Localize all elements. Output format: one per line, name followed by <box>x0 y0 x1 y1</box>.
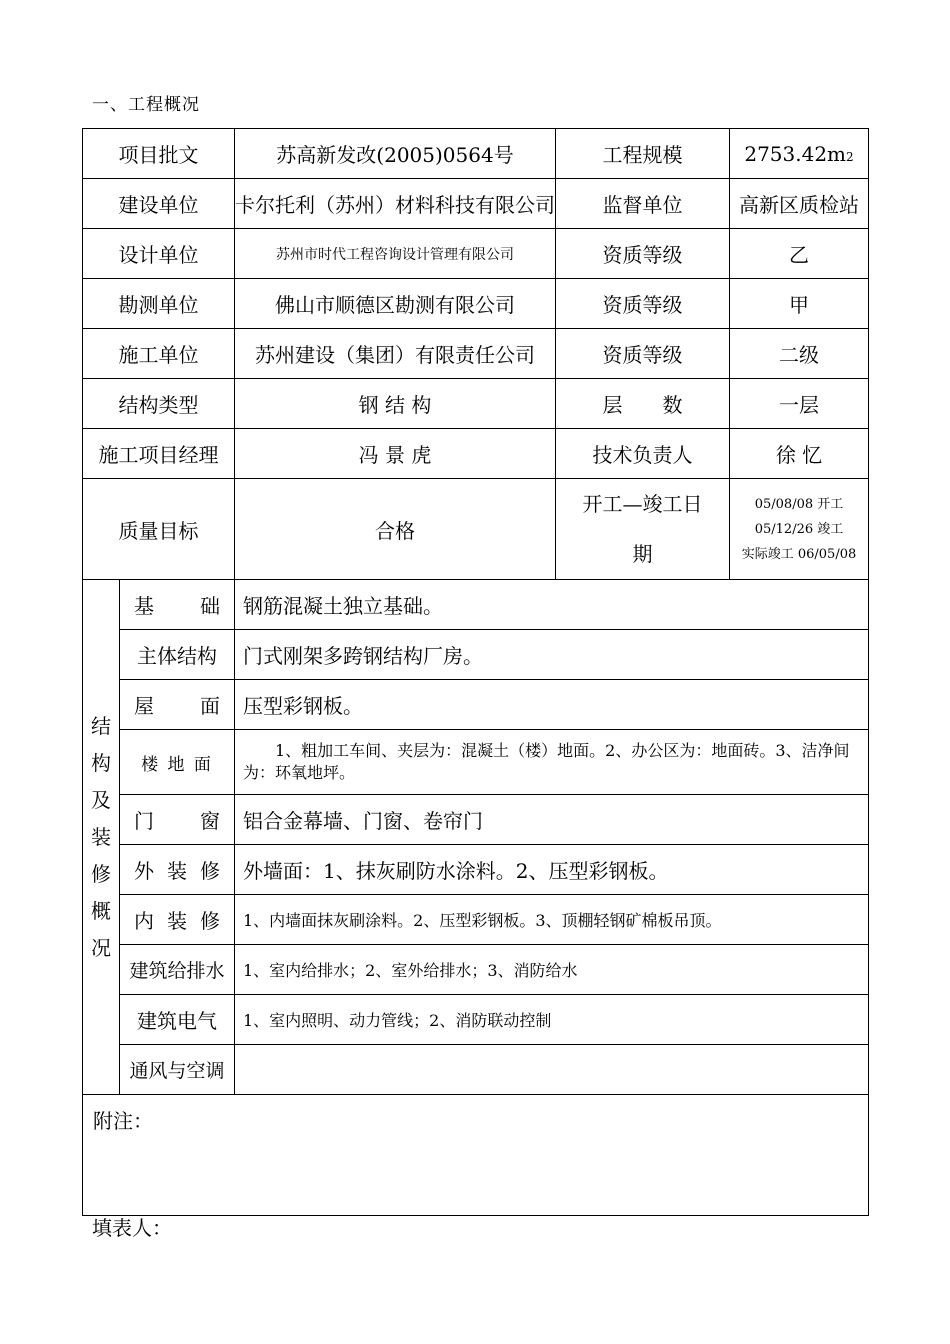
structure-value-interior: 1、内墙面抹灰刷涂料。2、压型彩钢板。3、顶棚轻钢矿棉板吊顶。 <box>235 895 869 945</box>
row-surveyor <box>83 279 869 329</box>
structure-row-foundation <box>83 580 869 630</box>
date-end: 05/12/26 竣工 <box>754 521 844 537</box>
label-surveyor-grade: 资质等级 <box>556 279 730 329</box>
structure-value-electric: 1、室内照明、动力管线；2、消防联动控制 <box>235 995 869 1045</box>
row-contractor <box>83 329 869 379</box>
label-contractor: 施工单位 <box>83 329 235 379</box>
note-label: 附注： <box>93 1109 153 1133</box>
row-manager <box>83 429 869 479</box>
structure-label-exterior: 外 装 修 <box>120 845 235 895</box>
label-builder: 建设单位 <box>83 179 235 229</box>
value-surveyor: 佛山市顺德区勘测有限公司 <box>235 279 556 329</box>
label-scale: 工程规模 <box>556 129 730 179</box>
value-designer: 苏州市时代工程咨询设计管理有限公司 <box>235 229 556 279</box>
label-designer: 设计单位 <box>83 229 235 279</box>
structure-row-windows <box>83 795 869 845</box>
value-structure-type: 钢 结 构 <box>235 379 556 429</box>
section-heading: 一、工程概况 <box>92 95 200 115</box>
value-floors: 一层 <box>730 379 869 429</box>
label-dates-line1: 开工—竣工日 <box>582 492 703 516</box>
structure-value-foundation: 钢筋混凝土独立基础。 <box>235 580 869 630</box>
structure-value-hvac <box>235 1045 869 1095</box>
structure-label-floor: 楼 地 面 <box>120 730 235 795</box>
project-overview-table <box>82 128 869 1216</box>
structure-label-interior: 内 装 修 <box>120 895 235 945</box>
structure-group-label: 结构及装修概况 <box>83 580 120 1095</box>
value-scale-number: 2753.42m <box>744 141 847 166</box>
structure-row-electric <box>83 995 869 1045</box>
label-dates-line2: 期 <box>632 542 653 566</box>
structure-row-floor <box>83 730 869 795</box>
date-start: 05/08/08 开工 <box>754 496 844 512</box>
label-approval: 项目批文 <box>83 129 235 179</box>
value-scale <box>730 129 869 179</box>
value-builder: 卡尔托利（苏州）材料科技有限公司 <box>235 179 556 229</box>
date-actual: 实际竣工 06/05/08 <box>741 546 857 562</box>
structure-label-windows: 门 窗 <box>120 795 235 845</box>
structure-value-plumbing: 1、室内给排水；2、室外给排水；3、消防给水 <box>235 945 869 995</box>
value-surveyor-grade: 甲 <box>730 279 869 329</box>
value-scale-unit: 2 <box>846 149 854 164</box>
row-approval <box>83 129 869 179</box>
structure-label-roof: 屋 面 <box>120 680 235 730</box>
value-approval: 苏高新发改(2005)0564号 <box>235 129 556 179</box>
row-structure-type <box>83 379 869 429</box>
structure-row-hvac <box>83 1045 869 1095</box>
label-quality: 质量目标 <box>83 479 235 580</box>
label-supervisor: 监督单位 <box>556 179 730 229</box>
note-cell <box>83 1095 869 1216</box>
value-tech-lead: 徐 忆 <box>730 429 869 479</box>
value-contractor-grade: 二级 <box>730 329 869 379</box>
structure-value-exterior: 外墙面：1、抹灰刷防水涂料。2、压型彩钢板。 <box>235 845 869 895</box>
label-dates <box>556 479 730 580</box>
structure-value-floor: 1、粗加工车间、夹层为：混凝土（楼）地面。2、办公区为：地面砖。3、洁净间为：环氧地坪。 <box>235 730 869 795</box>
label-floors: 层 数 <box>556 379 730 429</box>
value-designer-grade: 乙 <box>730 229 869 279</box>
row-builder <box>83 179 869 229</box>
structure-row-interior <box>83 895 869 945</box>
structure-label-foundation: 基 础 <box>120 580 235 630</box>
label-designer-grade: 资质等级 <box>556 229 730 279</box>
row-designer <box>83 229 869 279</box>
value-contractor: 苏州建设（集团）有限责任公司 <box>235 329 556 379</box>
row-quality <box>83 479 869 580</box>
structure-row-main <box>83 630 869 680</box>
label-manager: 施工项目经理 <box>83 429 235 479</box>
structure-row-plumbing <box>83 945 869 995</box>
row-note <box>83 1095 869 1216</box>
label-structure-type: 结构类型 <box>83 379 235 429</box>
value-dates <box>730 479 869 580</box>
value-supervisor: 高新区质检站 <box>730 179 869 229</box>
structure-row-roof <box>83 680 869 730</box>
value-quality: 合格 <box>235 479 556 580</box>
structure-label-hvac: 通风与空调 <box>120 1045 235 1095</box>
structure-label-main: 主体结构 <box>120 630 235 680</box>
structure-label-plumbing: 建筑给排水 <box>120 945 235 995</box>
value-manager: 冯 景 虎 <box>235 429 556 479</box>
label-tech-lead: 技术负责人 <box>556 429 730 479</box>
label-surveyor: 勘测单位 <box>83 279 235 329</box>
structure-label-electric: 建筑电气 <box>120 995 235 1045</box>
structure-value-main: 门式刚架多跨钢结构厂房。 <box>235 630 869 680</box>
structure-value-windows: 铝合金幕墙、门窗、卷帘门 <box>235 795 869 845</box>
label-contractor-grade: 资质等级 <box>556 329 730 379</box>
filler-label: 填表人： <box>92 1216 172 1240</box>
structure-row-exterior <box>83 845 869 895</box>
structure-value-roof: 压型彩钢板。 <box>235 680 869 730</box>
